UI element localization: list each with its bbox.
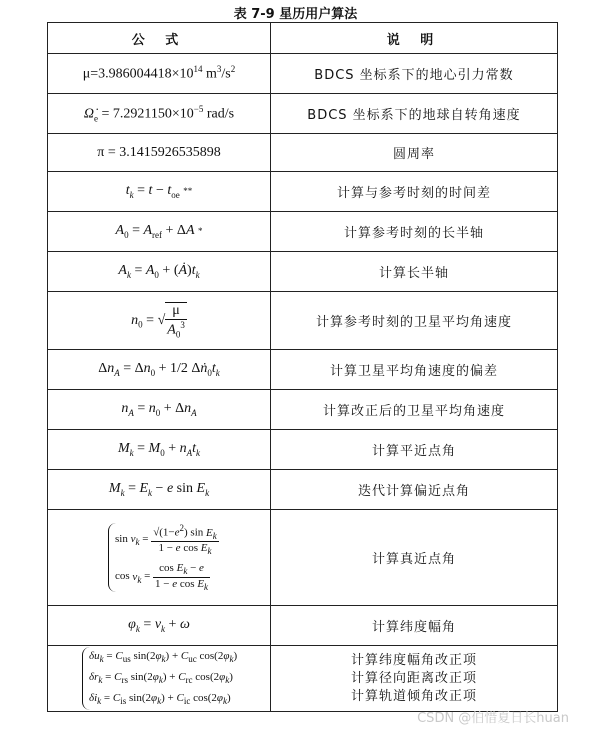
- formula-cell: $t_k = t - t_{oe}$ **: [48, 172, 271, 212]
- formula-cell: $\delta u_k = C_{us}$ $\sin(2\varphi_k) + C_{uc}$ $\cos(2\varphi_k)$ $\delta r_k = C_{rs}$ $\sin(2\varphi_k) + C_{rc}$ $\cos(2\varphi_k)$ $\delta i_k = C_{is}$ $\sin(2\varphi_k) + C_{ic}$ $\cos(2\varphi_k)$: [48, 646, 271, 712]
- formula-cell: $A_k = A_0$ + $(Ȧ)t_k$: [48, 252, 271, 292]
- description-line: 计算轨道倾角改正项: [350, 688, 477, 704]
- table-row: [48, 94, 558, 134]
- formula-cell: $M_k = E_k - e$ $\sin E_k$: [48, 470, 271, 510]
- description-cell: 计算长半轴: [271, 252, 558, 292]
- formula-cell: $\Delta n_A = \Delta n_0 + 1/2$ $\Delta ṅ_0t_k$: [48, 350, 271, 390]
- table-row: [48, 430, 558, 470]
- description-cell: 计算与参考时刻的时间差: [271, 172, 558, 212]
- description-cell: 计算参考时刻的卫星平均角速度: [271, 292, 558, 350]
- header-description: 说 明: [271, 23, 558, 54]
- header-formula: 公 式: [48, 23, 271, 54]
- formula-cell: $\varphi_k = \nu_k + \omega$: [48, 606, 271, 646]
- table-row: [48, 646, 558, 712]
- description-cell: 圆周率: [271, 134, 558, 172]
- formula-cell: $M_k = M_0 + n_At_k$: [48, 430, 271, 470]
- description-cell: 迭代计算偏近点角: [271, 470, 558, 510]
- table-row: [48, 350, 558, 390]
- description-cell: 计算参考时刻的长半轴: [271, 212, 558, 252]
- description-cell: 计算改正后的卫星平均角速度: [271, 390, 558, 430]
- table-row: [48, 510, 558, 606]
- formula-cell: $n_A = n_0 + \Delta n_A$: [48, 390, 271, 430]
- description-cell: [271, 646, 558, 712]
- table-row: [48, 134, 558, 172]
- table-row: [48, 212, 558, 252]
- description-cell: BDCS 坐标系下的地心引力常数: [271, 54, 558, 94]
- table-row: [48, 606, 558, 646]
- table-caption: 表 7-9 星历用户算法: [233, 7, 358, 22]
- formula-cell: $\Omegȧ_e = 7.2921150\times 10^{-5}$ rad/s: [48, 94, 271, 134]
- table-row: [48, 252, 558, 292]
- formula-cell: π = 3.1415926535898: [48, 134, 271, 172]
- description-cell: 计算卫星平均角速度的偏差: [271, 350, 558, 390]
- table-row: [48, 172, 558, 212]
- description-cell: 计算真近点角: [271, 510, 558, 606]
- table-header-row: [48, 23, 558, 54]
- table-row: [48, 470, 558, 510]
- description-line: 计算纬度幅角改正项: [350, 652, 477, 668]
- table-row: [48, 390, 558, 430]
- description-cell: 计算平近点角: [271, 430, 558, 470]
- description-cell: 计算纬度幅角: [271, 606, 558, 646]
- watermark: CSDN @伯惜夏日长huan: [417, 711, 569, 726]
- table-row: [48, 54, 558, 94]
- table-row: [48, 292, 558, 350]
- description-line: 计算径向距离改正项: [350, 670, 477, 686]
- formula-cell: $n_0$ = √ $\frac{\mu}{A_0^3}$: [48, 292, 271, 350]
- formula-cell: $\mu=3.986004418\times 10^{14}$ $m^3/s^2$: [48, 54, 271, 94]
- formula-cell: $A_0 = A_{ref} + \Delta A$ *: [48, 212, 271, 252]
- ephemeris-algorithm-table: [47, 22, 558, 712]
- description-cell: BDCS 坐标系下的地球自转角速度: [271, 94, 558, 134]
- formula-cell: $\sin \nu_k$ = $\frac{√(1-e^2) \sin E_k}{1 - e \cos E_k}$ $\cos \nu_k$ = $\frac{\cos E_k - e}{1 - e \cos E_k}$: [48, 510, 271, 606]
